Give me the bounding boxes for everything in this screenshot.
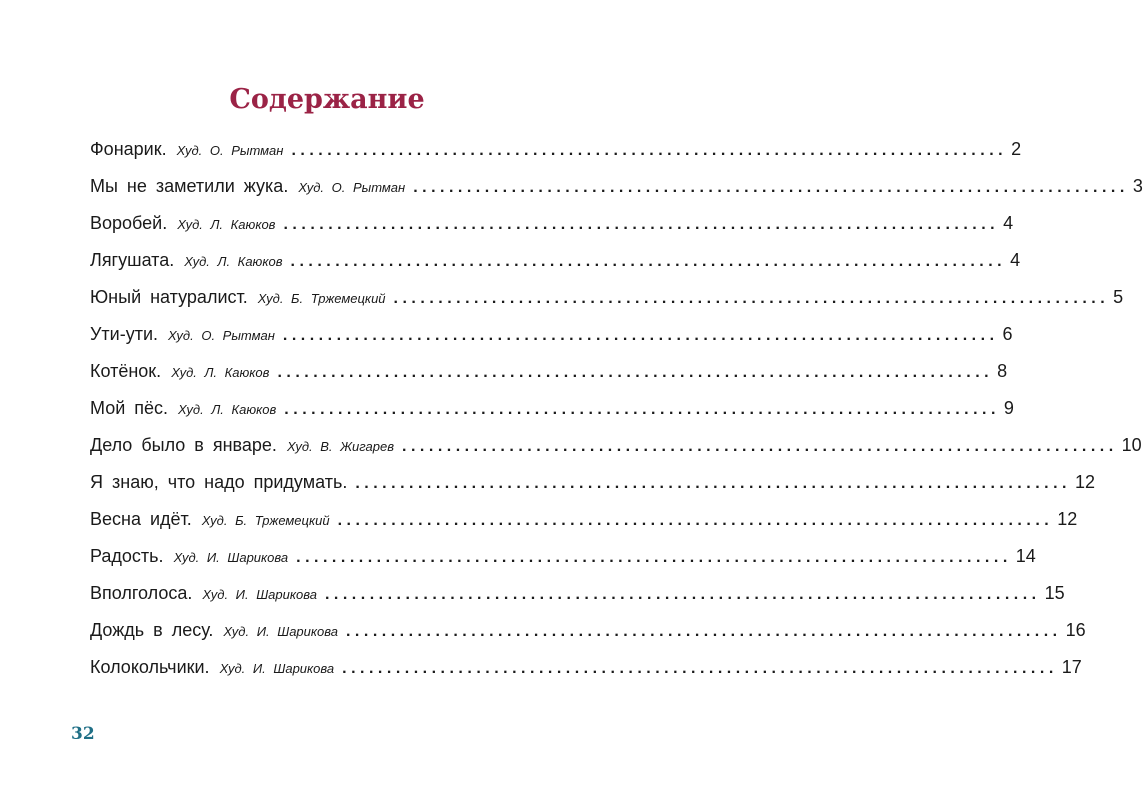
entry-title: Мы не заметили жука. [90, 176, 289, 196]
entry-page: 12 [1074, 472, 1095, 492]
entry-illustrator: Худ. В. Жигарев [286, 439, 395, 454]
dot-leader: ................................................................................ [413, 179, 1129, 196]
entry-illustrator: Худ. О. Рытман [176, 143, 284, 158]
entry-illustrator: Худ. И. Шарикова [202, 587, 317, 602]
dot-leader: ................................................................................ [337, 512, 1054, 529]
entry-page: 3 [1132, 176, 1143, 196]
entry-page: 14 [1015, 546, 1036, 566]
dot-leader: ................................................................................ [393, 290, 1110, 307]
entry-title: Юный натуралист. [90, 287, 248, 307]
toc-entry[interactable] [90, 398, 1014, 435]
entry-illustrator: Худ. Б. Тржемецкий [257, 291, 386, 306]
entry-illustrator: Худ. О. Рытман [168, 328, 275, 343]
entry-illustrator: Худ. О. Рытман [298, 180, 406, 195]
entry-title: Вполголоса. [90, 583, 193, 603]
toc-entry[interactable] [90, 435, 1142, 472]
toc-entry[interactable] [90, 657, 1082, 694]
entry-illustrator: Худ. Л. Каюков [177, 217, 276, 232]
entry-illustrator: Худ. Л. Каюков [184, 254, 283, 269]
entry-title: Мой пёс. [90, 398, 169, 418]
entry-illustrator: Худ. Б. Тржемецкий [201, 513, 330, 528]
dot-leader: ................................................................................ [296, 549, 1012, 566]
toc-entry[interactable] [90, 139, 1022, 176]
entry-page: 6 [1002, 324, 1013, 344]
entry-illustrator: Худ. И. Шарикова [219, 661, 335, 676]
entry-title: Котёнок. [90, 361, 162, 381]
dot-leader: ................................................................................ [342, 660, 1058, 677]
toc-entry[interactable] [90, 361, 1008, 398]
entry-illustrator: Худ. Л. Каюков [171, 365, 270, 380]
entry-title: Воробей. [90, 213, 168, 233]
toc-entry[interactable] [90, 472, 1095, 509]
entry-page: 17 [1061, 657, 1082, 677]
toc-entry[interactable] [90, 546, 1036, 583]
entry-page: 10 [1121, 435, 1142, 455]
entry-title: Колокольчики. [90, 657, 210, 677]
entry-page: 2 [1011, 139, 1022, 159]
entry-page: 15 [1044, 583, 1065, 603]
dot-leader: ................................................................................ [291, 142, 1008, 159]
toc-entry[interactable] [90, 583, 1065, 620]
dot-leader: ................................................................................ [355, 475, 1071, 492]
dot-leader: ................................................................................ [345, 623, 1062, 640]
entry-title: Дело было в январе. [90, 435, 277, 455]
entry-page: 9 [1003, 398, 1014, 418]
toc-entry[interactable] [90, 213, 1014, 250]
entry-page: 4 [1010, 250, 1021, 270]
entry-title: Я знаю, что надо придумать. [90, 472, 348, 492]
page-number: 32 [71, 724, 95, 744]
dot-leader: ................................................................................ [324, 586, 1041, 603]
dot-leader: ................................................................................ [290, 253, 1007, 270]
dot-leader: ................................................................................ [277, 364, 994, 381]
table-of-contents [90, 139, 1143, 694]
entry-page: 16 [1065, 620, 1086, 640]
dot-leader: ................................................................................ [402, 438, 1118, 455]
toc-entry[interactable] [90, 324, 1013, 361]
entry-page: 5 [1113, 287, 1124, 307]
entry-title: Фонарик. [90, 139, 167, 159]
entry-title: Весна идёт. [90, 509, 192, 529]
entry-page: 12 [1057, 509, 1078, 529]
dot-leader: ................................................................................ [283, 216, 1000, 233]
entry-title: Ути-ути. [90, 324, 159, 344]
entry-title: Дождь в лесу. [90, 620, 214, 640]
entry-title: Радость. [90, 546, 164, 566]
toc-entry[interactable] [90, 287, 1124, 324]
page-title: Содержание [229, 84, 425, 115]
toc-entry[interactable] [90, 176, 1143, 213]
toc-entry[interactable] [90, 250, 1021, 287]
dot-leader: ................................................................................ [282, 327, 999, 344]
entry-title: Лягушата. [90, 250, 175, 270]
entry-illustrator: Худ. И. Шарикова [223, 624, 338, 639]
entry-page: 8 [997, 361, 1008, 381]
dot-leader: ................................................................................ [284, 401, 1000, 418]
entry-illustrator: Худ. Л. Каюков [178, 402, 277, 417]
entry-illustrator: Худ. И. Шарикова [173, 550, 289, 565]
toc-entry[interactable] [90, 509, 1078, 546]
toc-entry[interactable] [90, 620, 1086, 657]
entry-page: 4 [1003, 213, 1014, 233]
